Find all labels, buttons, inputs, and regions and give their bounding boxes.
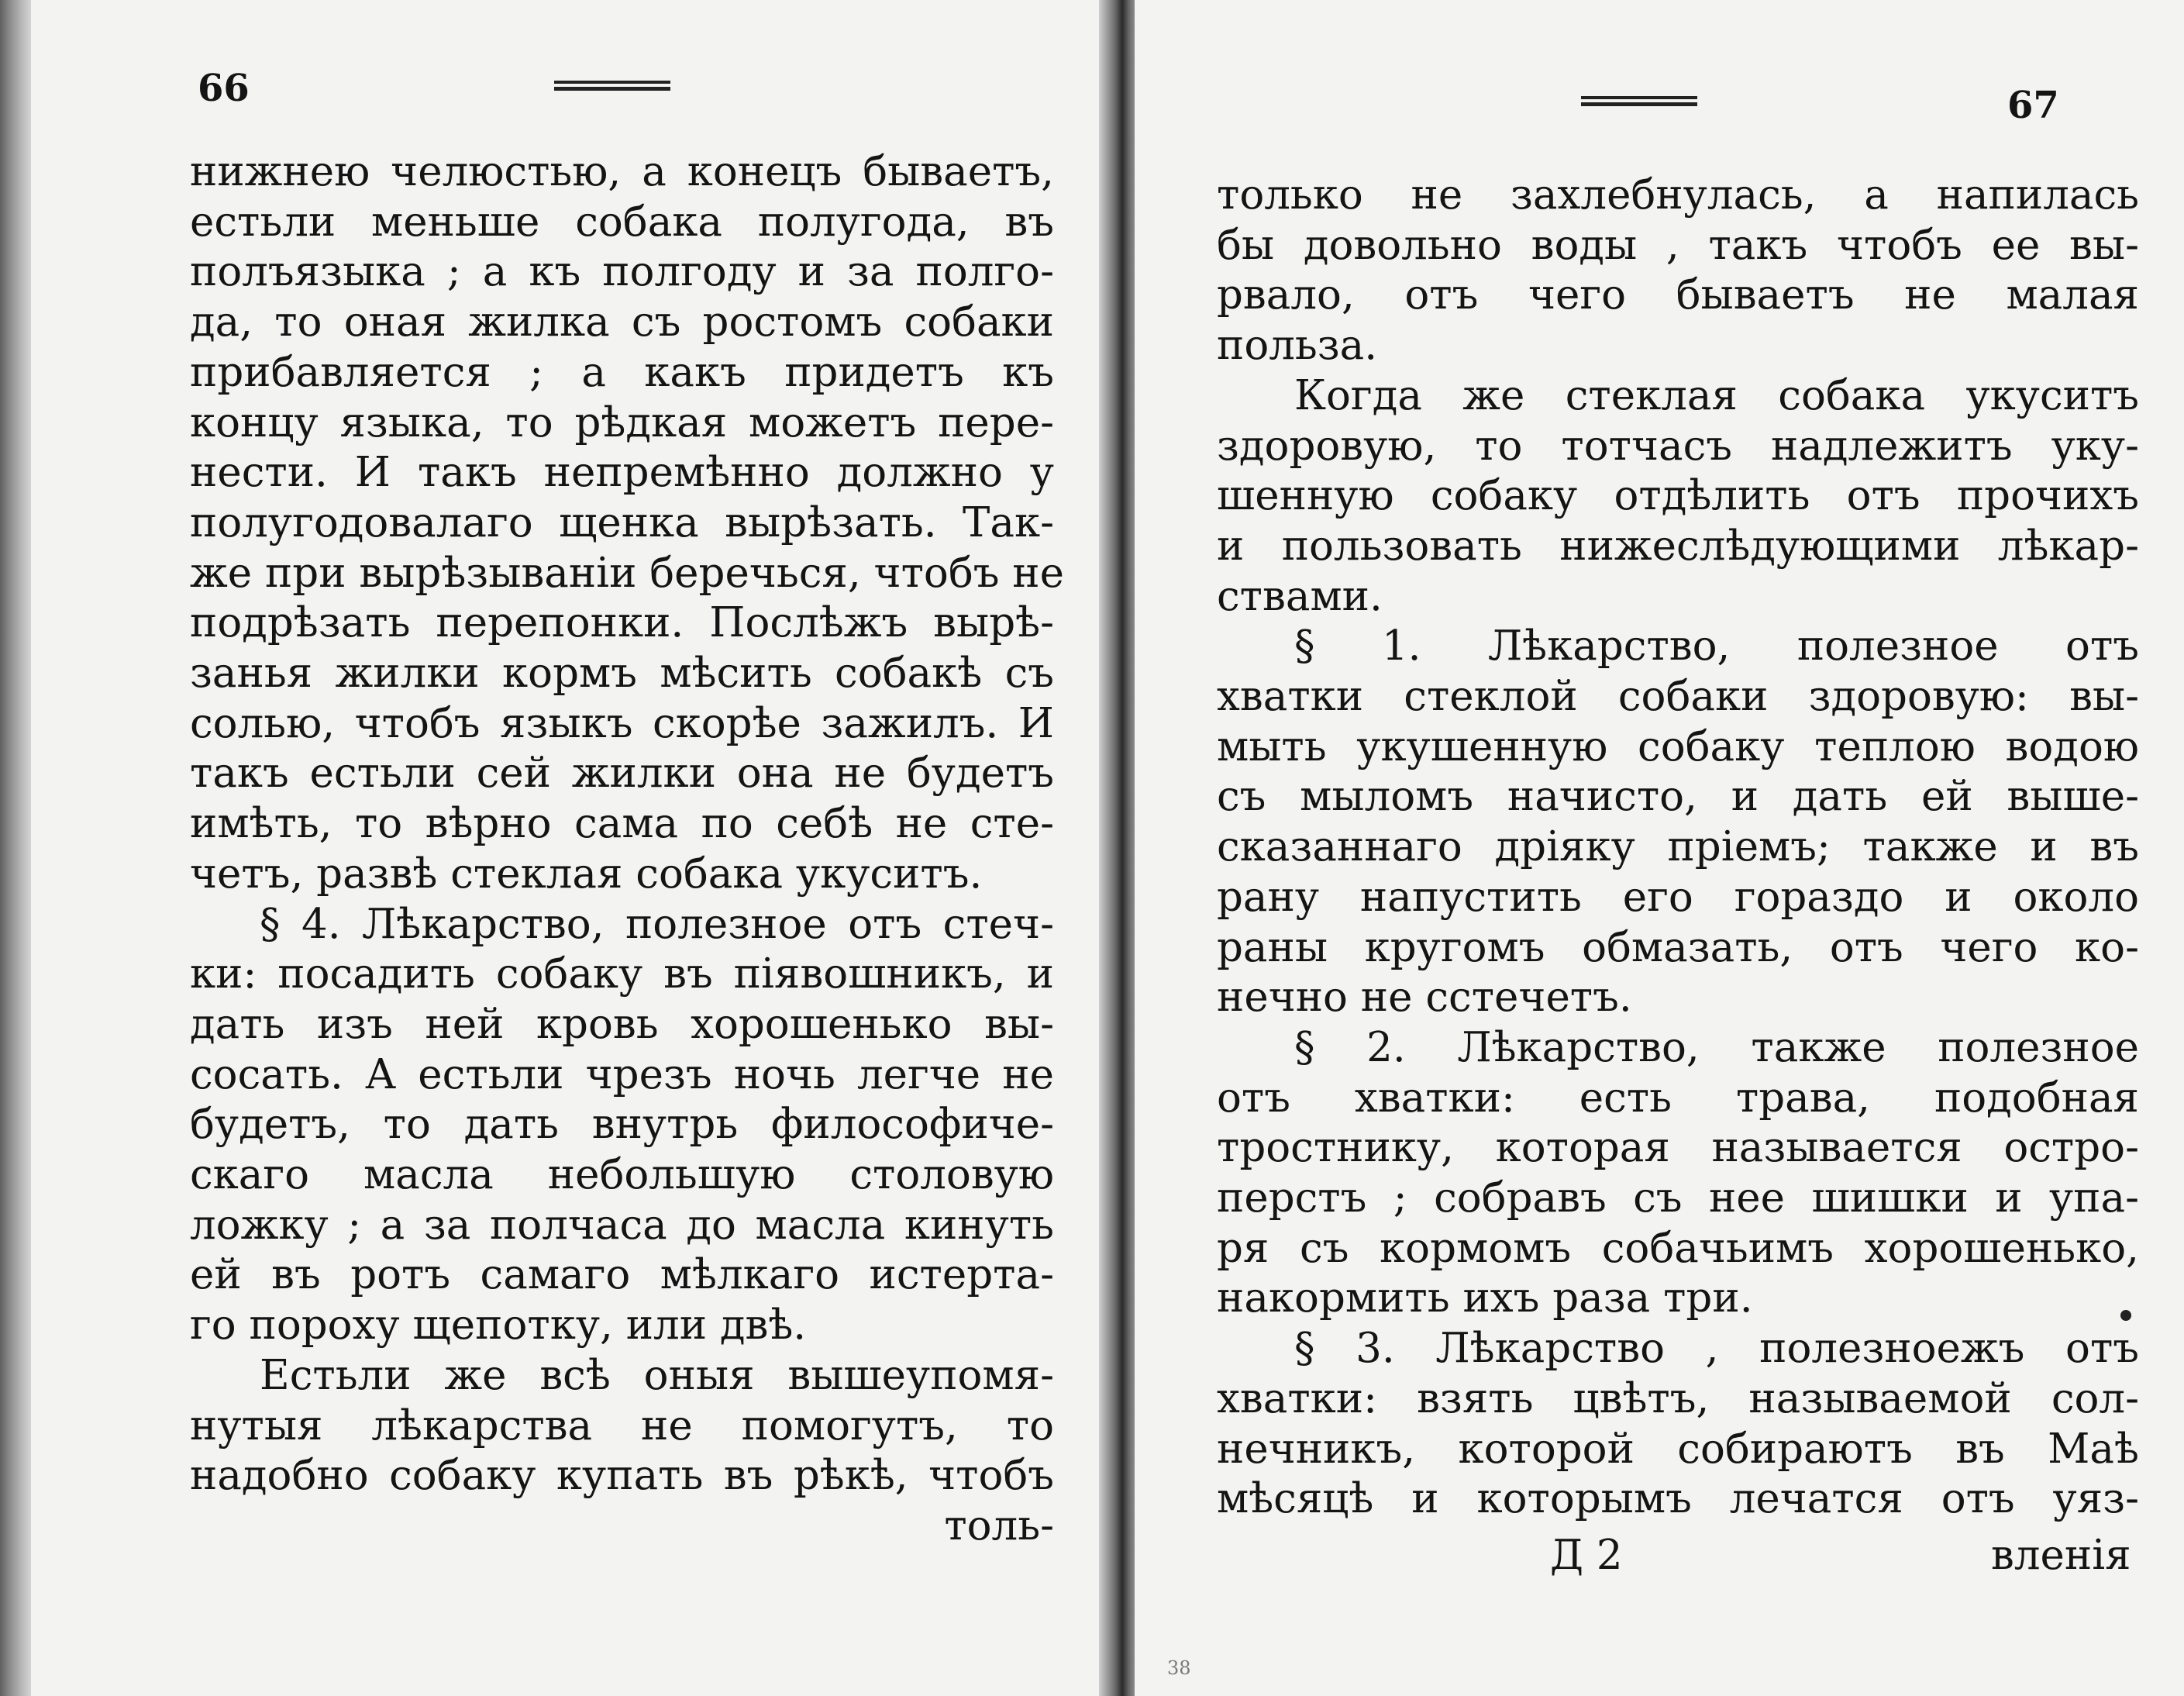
text-line: бы довольно воды , такъ чтобъ ее вы- xyxy=(1217,221,2139,269)
text-line: сосать. А естьли чрезъ ночь легче не xyxy=(190,1050,1054,1098)
text-line: перстъ ; собравъ съ нее шишки и упа- xyxy=(1217,1174,2139,1222)
text-line: шенную собаку отдѣлить отъ прочихъ xyxy=(1217,472,2139,520)
text-line: мыть укушенную собаку теплою водою xyxy=(1217,722,2139,770)
text-line: хватки: взять цвѣтъ, называемой сол- xyxy=(1217,1374,2139,1422)
text-line: рану напустить его гораздо и около xyxy=(1217,873,2139,921)
text-line: § 2. Лѣкарство, также полезное xyxy=(1294,1023,2139,1071)
text-line: го пороху щепотку, или двѣ. xyxy=(190,1301,807,1350)
text-line: съ мыломъ начисто, и дать ей выше- xyxy=(1217,773,2139,821)
text-line: ствами. xyxy=(1217,572,1383,620)
text-line: мѣсяцѣ и которымъ лечатся отъ уяз- xyxy=(1217,1475,2139,1523)
ink-spot xyxy=(2120,1310,2131,1321)
page-edge-left xyxy=(0,0,31,1696)
page-number-left: 66 xyxy=(198,67,250,110)
text-line: польза. xyxy=(1217,322,1378,370)
pencil-note: 38 xyxy=(1167,1657,1191,1679)
text-line: Когда же стеклая собака укуситъ xyxy=(1294,371,2139,419)
text-line: надобно собаку купать въ рѣкѣ, чтобъ xyxy=(190,1452,1054,1500)
left-page xyxy=(31,0,1116,1696)
text-line: полугодовалаго щенка вырѣзать. Так- xyxy=(190,498,1054,546)
text-line: прибавляется ; а какъ придетъ къ xyxy=(190,348,1054,396)
text-line: тростнику, которая называется остро- xyxy=(1217,1124,2139,1172)
signature-mark: Д 2 xyxy=(1550,1532,1623,1579)
text-line: и пользовать нижеслѣдующими лѣкар- xyxy=(1217,522,2139,570)
text-line: имѣть, то вѣрно сама по себѣ не сте- xyxy=(190,800,1054,848)
page-number-right: 67 xyxy=(2007,84,2059,127)
catchword-right: вленія xyxy=(1991,1532,2131,1579)
text-line: скаго масла небольшую столовую xyxy=(190,1151,1054,1199)
text-line: ей въ ротъ самаго мѣлкаго истерта- xyxy=(190,1251,1054,1299)
text-line: четъ, развѣ стеклая собака укуситъ. xyxy=(190,850,983,898)
text-line: только не захлебнулась, а напилась xyxy=(1217,171,2139,219)
text-line: нечно не сстечетъ. xyxy=(1217,974,1632,1022)
text-line: же при вырѣзываніи беречься, чтобъ не xyxy=(190,549,1064,597)
text-line: § 3. Лѣкарство , полезноежъ отъ xyxy=(1294,1325,2139,1373)
text-line: Естьли же всѣ оныя вышеупомя- xyxy=(260,1351,1054,1399)
text-line: солью, чтобъ языкъ скорѣе зажилъ. И xyxy=(190,699,1054,747)
text-line: накормить ихъ раза три. xyxy=(1217,1274,1753,1322)
text-line: ки: посадить собаку въ піявошникъ, и xyxy=(190,950,1054,998)
text-line: нечникъ, которой собираютъ въ Маѣ xyxy=(1217,1425,2139,1473)
text-line: нижнею челюстью, а конецъ бываетъ, xyxy=(190,148,1054,195)
text-line: концу языка, то рѣдкая можетъ пере- xyxy=(190,398,1054,446)
text-line: естьли меньше собака полугода, въ xyxy=(190,198,1054,246)
text-line: такъ естьли сей жилки она не будетъ xyxy=(190,750,1054,798)
text-line: сказаннаго дріяку пріемъ; также и въ xyxy=(1217,823,2139,871)
text-line: раны кругомъ обмазать, отъ чего ко- xyxy=(1217,923,2139,971)
right-page-text xyxy=(1217,171,2139,1525)
text-line: подрѣзать перепонки. Послѣжъ вырѣ- xyxy=(190,599,1054,647)
text-line: нести. И такъ непремѣнно должно у xyxy=(190,449,1054,497)
text-line: здоровую, то тотчасъ надлежитъ уку- xyxy=(1217,422,2139,470)
catchword-left: толь- xyxy=(944,1501,1054,1549)
text-line: нутыя лѣкарства не помогутъ, то xyxy=(190,1401,1054,1450)
left-page-text xyxy=(190,147,1064,1552)
text-line: рвало, отъ чего бываетъ не малая xyxy=(1217,271,2139,319)
header-rule-right xyxy=(1581,95,1697,107)
text-line: хватки стеклой собаки здоровую: вы- xyxy=(1217,673,2139,721)
text-line: § 1. Лѣкарство, полезное отъ xyxy=(1294,622,2139,670)
text-line: ря съ кормомъ собачьимъ хорошенько, xyxy=(1217,1224,2139,1272)
text-line: будетъ, то дать внутрь философиче- xyxy=(190,1101,1054,1149)
text-line: § 4. Лѣкарство, полезное отъ стеч- xyxy=(260,900,1054,948)
text-line: да, то оная жилка съ ростомъ собаки xyxy=(190,298,1054,346)
text-line: ложку ; а за полчаса до масла кинуть xyxy=(190,1201,1054,1249)
text-line: занья жилки кормъ мѣсить собакѣ съ xyxy=(190,650,1054,698)
text-line: дать изъ ней кровь хорошенько вы- xyxy=(190,1000,1054,1048)
right-page xyxy=(1135,0,2184,1696)
text-line: полъязыка ; а къ полгоду и за полго- xyxy=(190,248,1054,296)
text-line: отъ хватки: есть трава, подобная xyxy=(1217,1074,2139,1122)
header-rule-left xyxy=(554,79,670,91)
